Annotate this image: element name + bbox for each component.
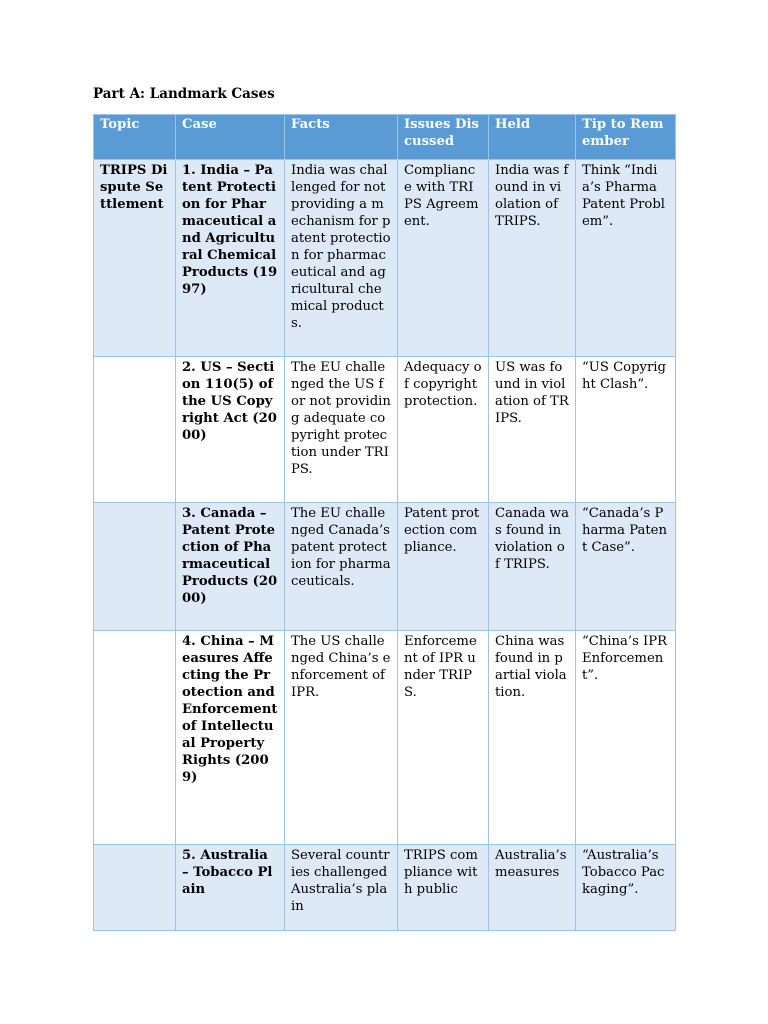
table-row	[94, 845, 676, 931]
cell-facts: The EU challenged Canada’s patent protection for pharmaceuticals.	[285, 503, 398, 631]
cell-tip: “US Copyright Clash”.	[576, 357, 676, 503]
cell-issues: Compliance with TRIPS Agreement.	[398, 160, 489, 357]
cell-held: US was found in violation of TRIPS.	[489, 357, 576, 503]
header-facts: Facts	[285, 115, 398, 160]
header-issues-discussed: Issues Discussed	[398, 115, 489, 160]
table-row	[94, 160, 676, 357]
cell-held: China was found in partial violation.	[489, 631, 576, 845]
cell-case: 5. Australia – Tobacco Plain	[176, 845, 285, 931]
cell-issues: Enforcement of IPR under TRIPS.	[398, 631, 489, 845]
header-held: Held	[489, 115, 576, 160]
table-row	[94, 503, 676, 631]
cell-tip: “China’s IPR Enforcement”.	[576, 631, 676, 845]
cell-tip: “Australia’s Tobacco Packaging”.	[576, 845, 676, 931]
cell-tip: “Canada’s Pharma Patent Case”.	[576, 503, 676, 631]
cell-topic	[94, 845, 176, 931]
cell-tip: Think “India’s Pharma Patent Problem”.	[576, 160, 676, 357]
table-row	[94, 631, 676, 845]
cell-facts: India was challenged for not providing a mechanism for patent protection for pharmaceutical and agricultural chemical products.	[285, 160, 398, 357]
cell-facts: The US challenged China’s enforcement of IPR.	[285, 631, 398, 845]
cell-case: 1. India – Patent Protection for Pharmaceutical and Agricultural Chemical Products (1997)	[176, 160, 285, 357]
header-case: Case	[176, 115, 285, 160]
cell-case: 4. China – Measures Affecting the Protection and Enforcement of Intellectual Property Rights (2009)	[176, 631, 285, 845]
cell-topic	[94, 357, 176, 503]
header-topic: Topic	[94, 115, 176, 160]
cell-case: 2. US – Section 110(5) of the US Copyright Act (2000)	[176, 357, 285, 503]
cell-topic: TRIPS Dispute Settlement	[94, 160, 176, 357]
table-row	[94, 357, 676, 503]
cell-issues: Adequacy of copyright protection.	[398, 357, 489, 503]
cell-facts: Several countries challenged Australia’s plain	[285, 845, 398, 931]
cell-topic	[94, 631, 176, 845]
table-header-row	[94, 115, 676, 160]
cell-held: Australia’s measures	[489, 845, 576, 931]
cell-issues: Patent protection compliance.	[398, 503, 489, 631]
cell-held: India was found in violation of TRIPS.	[489, 160, 576, 357]
cell-topic	[94, 503, 176, 631]
cell-case: 3. Canada – Patent Protection of Pharmaceutical Products (2000)	[176, 503, 285, 631]
section-heading: Part A: Landmark Cases	[93, 86, 275, 102]
header-tip-to-remember: Tip to Remember	[576, 115, 676, 160]
landmark-cases-table	[93, 114, 676, 931]
cell-held: Canada was found in violation of TRIPS.	[489, 503, 576, 631]
cell-facts: The EU challenged the US for not providing adequate copyright protection under TRIPS.	[285, 357, 398, 503]
cell-issues: TRIPS compliance with public	[398, 845, 489, 931]
